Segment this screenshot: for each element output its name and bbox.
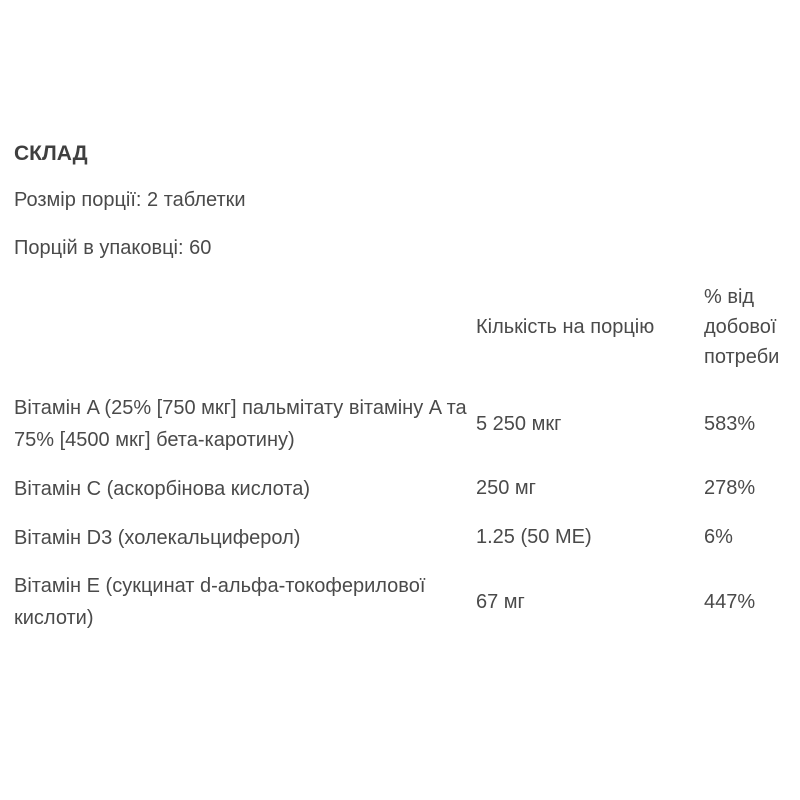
table-row — [14, 384, 794, 464]
row-daily-value: 583% — [704, 412, 756, 435]
row-daily-value: 6% — [704, 526, 733, 548]
table-header-row — [14, 282, 794, 384]
header-daily-value: % від добової потреби — [704, 286, 780, 368]
section-heading: СКЛАД — [14, 142, 88, 165]
table-row — [14, 513, 794, 562]
row-name: Вітамін C (аскорбінова кислота) — [14, 477, 311, 500]
header-name — [14, 282, 476, 384]
nutrition-table — [14, 282, 794, 642]
row-amount: 67 мг — [476, 590, 525, 613]
row-amount: 250 мг — [476, 477, 536, 499]
row-name: Вітамін D3 (холекальциферол) — [14, 526, 301, 549]
table-row — [14, 464, 794, 513]
table-row — [14, 562, 794, 642]
row-daily-value: 447% — [704, 590, 756, 613]
row-name: Вітамін A (25% [750 мкг] пальмітату вітаміну A та 75% [4500 мкг] бета-каротину) — [14, 397, 467, 451]
serving-size: Розмір порції: 2 таблетки — [14, 189, 246, 211]
row-name: Вітамін E (сукцинат d-альфа-токоферилової кислоти) — [14, 575, 426, 629]
servings-per-container: Порцій в упаковці: 60 — [14, 237, 212, 259]
row-daily-value: 278% — [704, 477, 756, 499]
header-amount: Кількість на порцію — [476, 315, 655, 338]
row-amount: 5 250 мкг — [476, 412, 562, 435]
row-amount: 1.25 (50 МЕ) — [476, 526, 592, 548]
